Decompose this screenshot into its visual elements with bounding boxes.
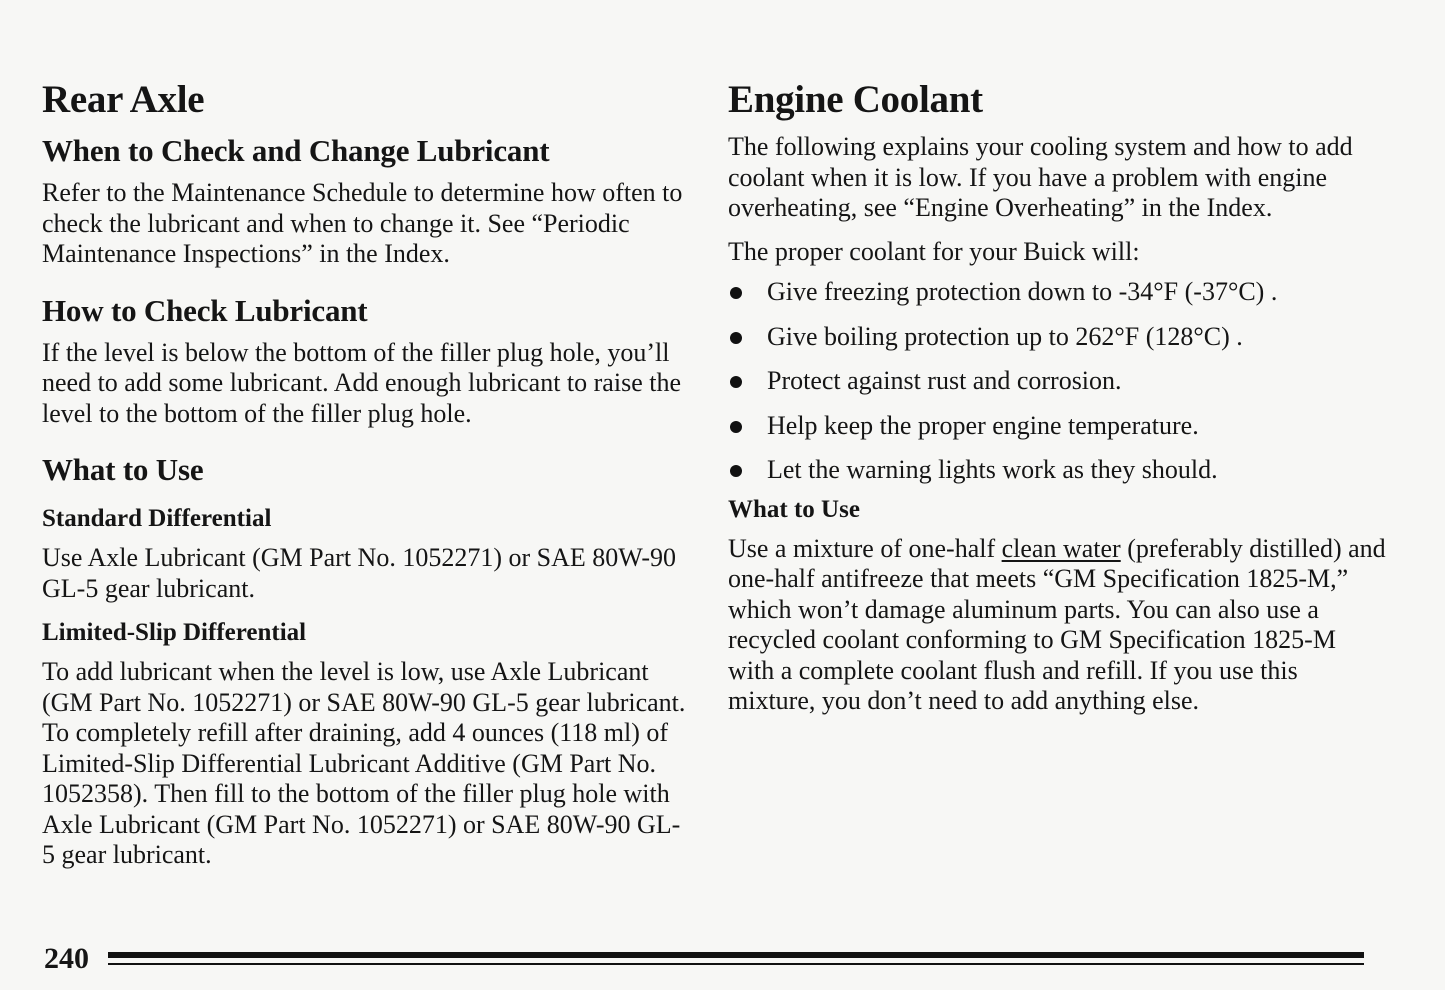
footer-rule-thin [108,963,1364,965]
page-number: 240 [44,942,89,975]
bullet-icon [730,376,742,388]
what-to-use-heading: What to Use [42,452,204,487]
how-check-body: If the level is below the bottom of the filler plug hole, you’ll need to add some lubricant. Add enough lubricant to raise the level to the bottom of the filler plug hole. [42,337,681,428]
standard-differential-body: Use Axle Lubricant (GM Part No. 1052271) or SAE 80W-90 GL-5 gear lubricant. [42,543,677,603]
limited-slip-heading: Limited-Slip Differential [42,619,307,646]
bullet-icon [730,465,742,477]
footer-rule-thick [108,952,1364,958]
rear-axle-title: Rear Axle [42,78,205,121]
bullet-icon [730,287,742,299]
standard-differential-heading: Standard Differential [42,505,272,532]
check-change-heading: When to Check and Change Lubricant [42,133,550,168]
coolant-intro: The following explains your cooling system and how to add coolant when it is low. If you have a problem with engine overheating, see “Engine Overheating” in the Index. [728,132,1353,222]
rear-axle-column [42,76,692,871]
how-check-heading: How to Check Lubricant [42,292,368,328]
engine-coolant-title: Engine Coolant [728,78,983,121]
page-footer [44,939,1364,979]
clean-water-underlined: clean water [1001,533,1121,563]
list-item: Give freezing protection down to -34°F (-37°C) . [728,277,1388,307]
list-item: Give boiling protection up to 262°F (128°C) . [728,322,1388,352]
coolant-benefits-list [728,277,1388,485]
list-item: Help keep the proper engine temperature. [728,411,1388,441]
engine-coolant-column [728,76,1388,717]
limited-slip-body: To add lubricant when the level is low, use Axle Lubricant (GM Part No. 1052271) or SAE 80W-90 GL-5 gear lubricant. To completely refill after draining, add 4 ounces (118 ml) of Limited-Slip Differential Lubricant Additive (GM Part No. 1052358). Then fill to the bottom of the filler plug hole with Axle Lubricant (GM Part No. 1052271) or SAE 80W-90 GL-5 gear lubricant. [42,657,686,869]
coolant-what-to-use-heading: What to Use [728,495,860,523]
proper-coolant-lead: The proper coolant for your Buick will: [728,236,1140,266]
coolant-what-to-use-body: Use a mixture of one-half clean water (preferably distilled) and one-half antifreeze that meets “GM Specification 1825-M,” which won’t damage aluminum parts. You can also use a recycled coolant conforming to GM Specification 1825-M with a complete coolant flush and refill. If you use this mixture, you don’t need to add anything else. [728,533,1386,715]
list-item: Protect against rust and corrosion. [728,366,1388,396]
bullet-icon [730,421,742,433]
bullet-icon [730,332,742,344]
list-item: Let the warning lights work as they should. [728,455,1388,485]
check-change-body: Refer to the Maintenance Schedule to determine how often to check the lubricant and when to change it. See “Periodic Maintenance Inspections” in the Index. [42,178,683,268]
